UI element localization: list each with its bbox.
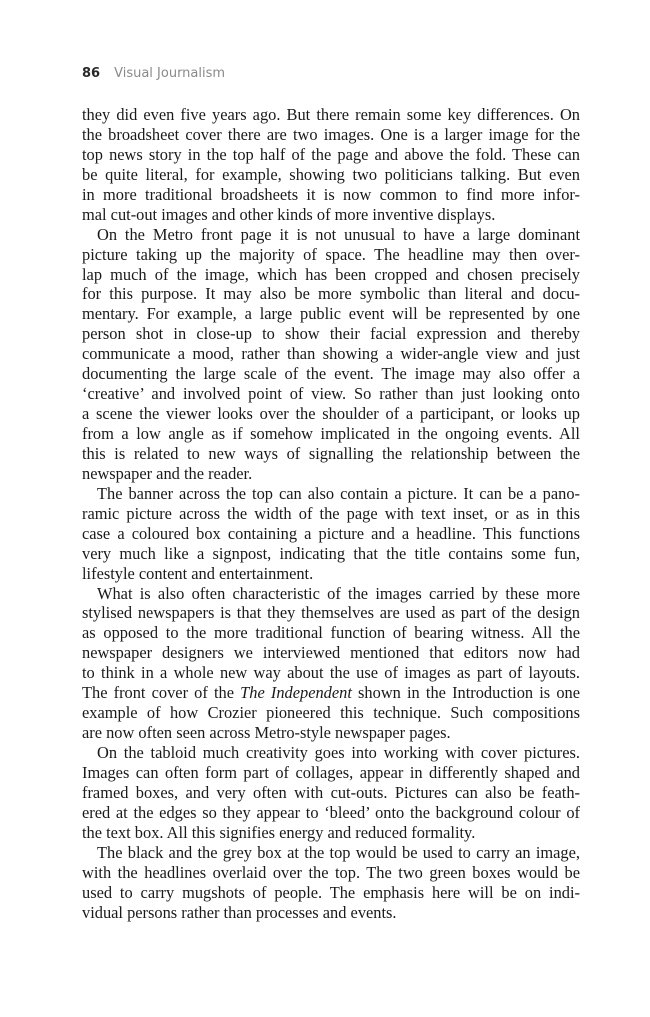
body-text: [82, 105, 580, 922]
text-line: they did even five years ago. But there remain some key differences. On: [82, 105, 580, 124]
paragraph: [82, 484, 580, 584]
paragraph: [82, 225, 580, 484]
text-line: with the headlines overlaid over the top. The two green boxes would be: [82, 862, 580, 882]
paragraph: [82, 584, 580, 744]
text-line: The black and the grey box at the top would be used to carry an image,: [97, 842, 580, 862]
running-head: [82, 64, 225, 84]
text-line: as opposed to the more traditional function of bearing witness. All the: [82, 623, 580, 643]
text-line: lifestyle content and entertainment.: [82, 563, 314, 583]
text-line: ramic picture across the width of the page with text inset, or as in this: [82, 503, 580, 523]
text-line: be quite literal, for example, showing two politicians talking. But even: [82, 164, 580, 184]
text-line: [82, 683, 580, 703]
text-line: picture taking up the majority of space. The headline may then over-: [82, 244, 580, 264]
text-line: in more traditional broadsheets it is now common to find more infor-: [82, 184, 580, 204]
text-line: are now often seen across Metro-style newspaper pages.: [82, 723, 451, 743]
text-line: stylised newspapers is that they themselves are used as part of the design: [82, 603, 580, 623]
text-line: from a low angle as if somehow implicated in the ongoing events. All: [82, 424, 580, 443]
text-line: used to carry mugshots of people. The emphasis here will be on indi-: [82, 882, 580, 902]
text-line: this is related to new ways of signalling the relationship between the: [82, 443, 580, 463]
paragraph: [82, 843, 580, 923]
text-line: person shot in close-up to show their facial expression and thereby: [82, 324, 580, 344]
text-line: the broadsheet cover there are two images. One is a larger image for the: [82, 124, 580, 144]
text-segment: shown in the Introduction is one: [351, 683, 580, 703]
page-number: 86: [82, 66, 101, 81]
text-line: to think in a whole new way about the use of images as part of layouts.: [82, 663, 580, 683]
text-line: What is also often characteristic of the images carried by these more: [97, 583, 580, 603]
text-line: documenting the large scale of the event. The image may also offer a: [82, 364, 580, 384]
text-segment: The front cover of the: [82, 683, 241, 703]
text-line: for this purpose. It may also be more symbolic than literal and docu-: [82, 284, 580, 304]
text-line: newspaper designers we interviewed mentioned that editors now had: [82, 643, 580, 663]
text-line: The banner across the top can also contain a picture. It can be a pano-: [97, 483, 580, 503]
text-line: newspaper and the reader.: [82, 463, 253, 483]
running-head-title: Visual Journalism: [114, 66, 226, 81]
text-line: a scene the viewer looks over the shoulder of a participant, or looks up: [82, 404, 580, 424]
text-line: ‘creative’ and involved point of view. So rather than just looking onto: [82, 384, 580, 404]
text-line: communicate a mood, rather than showing a wider-angle view and just: [82, 344, 580, 364]
text-line: example of how Crozier pioneered this technique. Such compositions: [82, 703, 580, 723]
text-line: On the tabloid much creativity goes into working with cover pictures.: [97, 743, 580, 762]
italic-title: The Independent: [240, 683, 352, 703]
paragraph: [82, 105, 580, 225]
text-line: ered at the edges so they appear to ‘bleed’ onto the background colour of: [82, 802, 580, 822]
text-line: vidual persons rather than processes and events.: [82, 902, 397, 922]
text-line: framed boxes, and very often with cut-outs. Pictures can also be feath-: [82, 782, 580, 802]
text-line: mal cut-out images and other kinds of more inventive displays.: [82, 204, 496, 224]
text-line: Images can often form part of collages, appear in differently shaped and: [82, 762, 580, 782]
text-line: On the Metro front page it is not unusual to have a large dominant: [97, 224, 580, 244]
text-line: lap much of the image, which has been cropped and chosen precisely: [82, 264, 580, 284]
text-line: the text box. All this signifies energy and reduced formality.: [82, 822, 476, 842]
text-line: very much like a signpost, indicating that the title contains some fun,: [82, 543, 580, 563]
text-line: mentary. For example, a large public event will be represented by one: [82, 304, 580, 324]
paragraph: [82, 743, 580, 843]
text-line: top news story in the top half of the page and above the fold. These can: [82, 144, 580, 164]
text-line: case a coloured box containing a picture and a headline. This functions: [82, 523, 580, 543]
